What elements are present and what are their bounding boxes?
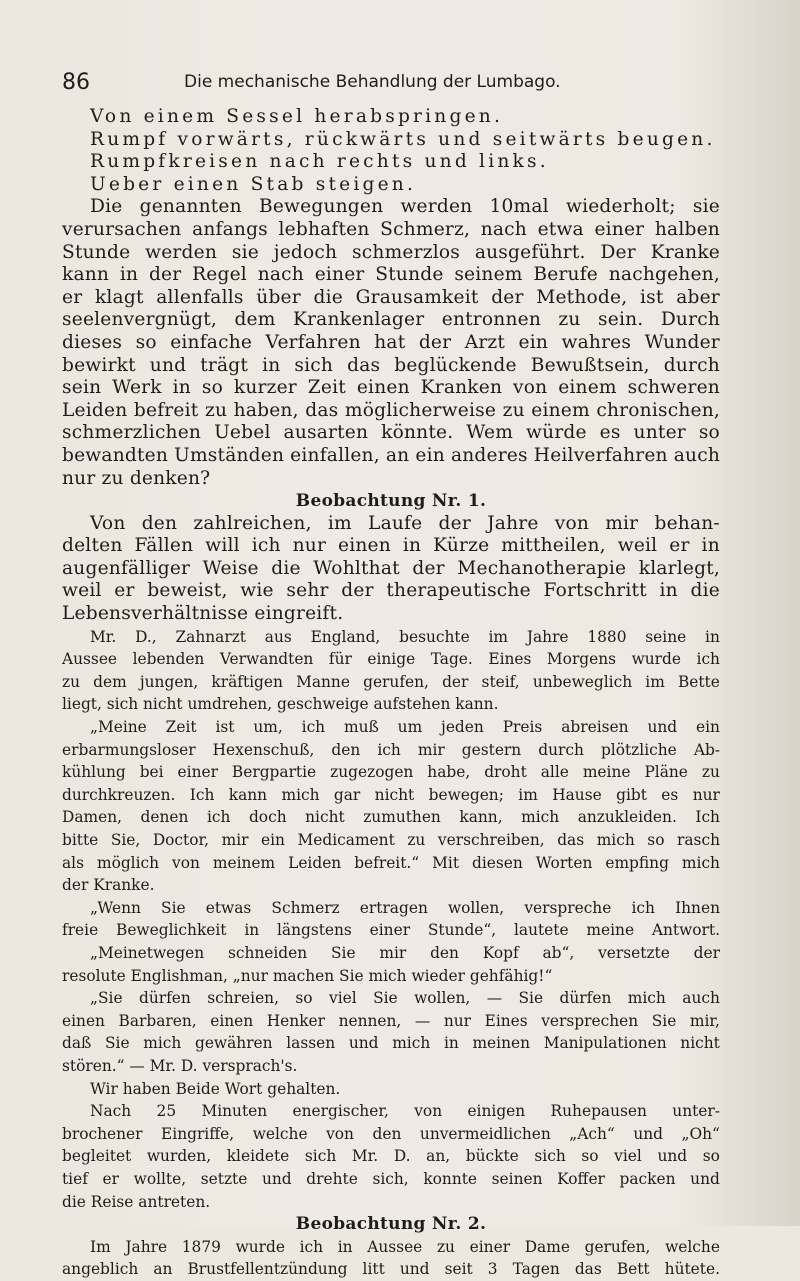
text-line: Die genannten Bewegungen werden 10mal wiederholt; sie bbox=[90, 196, 720, 218]
text-line: freie Beweglichkeit in längstens einer Stunde“, lautete meine Antwort. bbox=[62, 921, 720, 940]
text-block bbox=[62, 626, 720, 1213]
text-line: „Meine Zeit ist um, ich muß um jeden Preis abreisen und ein bbox=[90, 718, 720, 737]
text-line: dieses so einfache Verfahren hat der Arzt ein wahres Wunder bbox=[62, 331, 720, 353]
text-line: resolute Englishman, „nur machen Sie mich wieder gehfähig!“ bbox=[62, 966, 553, 985]
text-line: daß Sie mich gewähren lassen und mich in meinen Manipulationen nicht bbox=[62, 1034, 720, 1053]
text-block bbox=[62, 513, 720, 626]
text-line: als möglich von meinem Leiden befreit.“ Mit diesen Worten empfing mich bbox=[62, 853, 720, 872]
text-line: zu dem jungen, kräftigen Manne gerufen, der steif, unbeweglich im Bette bbox=[62, 672, 720, 691]
text-line: Wir haben Beide Wort gehalten. bbox=[90, 1079, 341, 1098]
text-line: verursachen anfangs lebhaften Schmerz, nach etwa einer halben bbox=[62, 218, 720, 240]
text-line: bewandten Umständen einfallen, an ein anderes Heilverfahren auch bbox=[62, 444, 720, 466]
page-number: 86 bbox=[62, 70, 90, 95]
observation-heading: Beobachtung Nr. 2. bbox=[295, 1214, 487, 1235]
body-text bbox=[62, 106, 720, 1281]
text-line: liegt, sich nicht umdrehen, geschweige aufstehen kann. bbox=[62, 695, 499, 714]
observation-heading: Beobachtung Nr. 1. bbox=[295, 491, 487, 512]
text-line: angeblich an Brustfellentzündung litt und seit 3 Tagen das Bett hütete. bbox=[62, 1260, 720, 1279]
text-line: weil er beweist, wie sehr der therapeutische Fortschritt in die bbox=[62, 580, 720, 602]
text-line: „Wenn Sie etwas Schmerz ertragen wollen, verspreche ich Ihnen bbox=[90, 898, 720, 917]
text-line: sein Werk in so kurzer Zeit einen Kranken von einem schweren bbox=[62, 377, 720, 399]
text-line: Rumpfkreisen nach rechts und links. bbox=[90, 151, 549, 173]
text-line: Im Jahre 1879 wurde ich in Aussee zu einer Dame gerufen, welche bbox=[90, 1237, 720, 1256]
text-line: begleitet wurden, kleidete sich Mr. D. an, bückte sich so viel und so bbox=[62, 1147, 720, 1166]
text-line: kann in der Regel nach einer Stunde seinem Berufe nachgehen, bbox=[62, 264, 720, 286]
text-block bbox=[62, 1236, 720, 1281]
running-head bbox=[62, 70, 762, 100]
text-line: Damen, denen ich doch nicht zumuthen kann, mich anzukleiden. Ich bbox=[62, 808, 720, 827]
text-line: nur zu denken? bbox=[62, 467, 211, 489]
text-line: Ueber einen Stab steigen. bbox=[90, 173, 417, 195]
text-line: durchkreuzen. Ich kann mich gar nicht bewegen; im Hause gibt es nur bbox=[62, 785, 720, 804]
text-line: schmerzlichen Uebel ausarten könnte. Wem würde es unter so bbox=[62, 422, 720, 444]
text-line: Rumpf vorwärts, rückwärts und seitwärts beugen. bbox=[90, 128, 716, 150]
text-line: Von einem Sessel herabspringen. bbox=[90, 106, 504, 127]
text-line: bewirkt und trägt in sich das beglückende Bewußtsein, durch bbox=[62, 354, 720, 376]
text-line: tief er wollte, setzte und drehte sich, konnte seinen Koffer packen und bbox=[62, 1169, 720, 1188]
text-line: „Sie dürfen schreien, so viel Sie wollen, — Sie dürfen mich auch bbox=[90, 989, 720, 1008]
text-line: delten Fällen will ich nur einen in Kürze mittheilen, weil er in bbox=[62, 535, 720, 557]
text-line: „Meinetwegen schneiden Sie mir den Kopf ab“, versetzte der bbox=[90, 943, 720, 962]
text-block bbox=[62, 106, 720, 490]
text-line: Lebensverhältnisse eingreift. bbox=[62, 603, 344, 625]
text-line: die Reise antreten. bbox=[62, 1192, 211, 1211]
text-line: Von den zahlreichen, im Laufe der Jahre von mir behan- bbox=[90, 512, 720, 534]
text-line: er klagt allenfalls über die Grausamkeit der Methode, ist aber bbox=[62, 286, 720, 308]
text-line: einen Barbaren, einen Henker nennen, — nur Eines versprechen Sie mir, bbox=[62, 1011, 720, 1030]
text-line: Nach 25 Minuten energischer, von einigen Ruhepausen unter- bbox=[90, 1102, 720, 1121]
text-line: Mr. D., Zahnarzt aus England, besuchte im Jahre 1880 seine in bbox=[90, 627, 720, 646]
text-line: augenfälliger Weise die Wohlthat der Mechanotherapie klarlegt, bbox=[62, 557, 720, 579]
running-title: Die mechanische Behandlung der Lumbago. bbox=[184, 72, 561, 92]
text-line: brochener Eingriffe, welche von den unvermeidlichen „Ach“ und „Oh“ bbox=[62, 1124, 720, 1143]
text-line: Leiden befreit zu haben, das möglicherweise zu einem chronischen, bbox=[62, 399, 720, 421]
text-line: Stunde werden sie jedoch schmerzlos ausgeführt. Der Kranke bbox=[62, 241, 720, 263]
text-line: kühlung bei einer Bergpartie zugezogen habe, droht alle meine Pläne zu bbox=[62, 763, 720, 782]
text-line: stören.“ — Mr. D. versprach's. bbox=[62, 1056, 298, 1075]
text-line: der Kranke. bbox=[62, 876, 155, 895]
text-line: bitte Sie, Doctor, mir ein Medicament zu verschreiben, das mich so rasch bbox=[62, 831, 720, 849]
text-line: seelenvergnügt, dem Krankenlager entronnen zu sein. Durch bbox=[62, 309, 720, 331]
text-line: Aussee lebenden Verwandten für einige Tage. Eines Morgens wurde ich bbox=[62, 650, 720, 669]
text-line: erbarmungsloser Hexenschuß, den ich mir gestern durch plötzliche Ab- bbox=[62, 740, 720, 759]
